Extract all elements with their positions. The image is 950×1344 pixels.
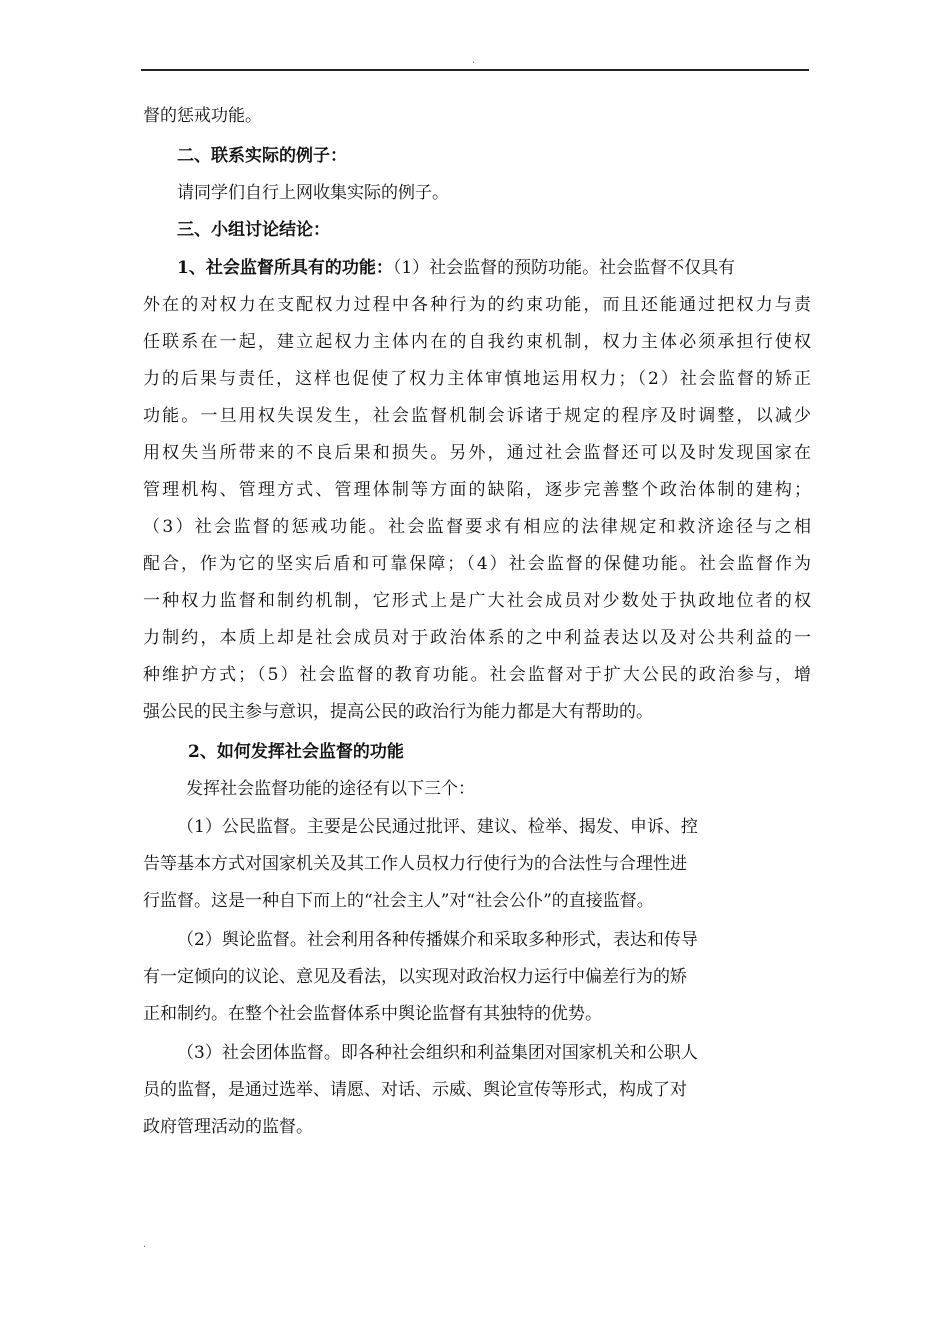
section-heading: 三、小组讨论结论： bbox=[177, 220, 330, 240]
footer-dot: . bbox=[143, 1239, 147, 1250]
text-line: 管理机构、管理方式、管理体制等方面的缺陷，逐步完善整个政治体制的建构； bbox=[143, 480, 811, 500]
text-line: 一种权力监督和制约机制，它形式上是广大社会成员对少数处于执政地位者的权 bbox=[143, 591, 811, 611]
header-rule bbox=[141, 69, 809, 71]
text-line: 力制约，本质上却是社会成员对于政治体系的之中利益表达以及对公共利益的一 bbox=[143, 628, 811, 648]
text-line: 行监督。这是一种自下而上的“社会主人”对“社会公仆”的直接监督。 bbox=[143, 891, 654, 911]
text-line: 告等基本方式对国家机关及其工作人员权力行使行为的合法性与合理性进 bbox=[143, 854, 687, 874]
subsection-heading: 2、如何发挥社会监督的功能 bbox=[188, 742, 404, 762]
text-line: （3）社会监督的惩戒功能。社会监督要求有相应的法律规定和救济途径与之相 bbox=[143, 517, 811, 537]
text-line: 配合，作为它的坚实后盾和可靠保障；（4）社会监督的保健功能。社会监督作为 bbox=[143, 554, 811, 574]
text-line: 任联系在一起，建立起权力主体内在的自我约束机制，权力主体必须承担行使权 bbox=[143, 332, 811, 352]
text-line: 强公民的民主参与意识，提高公民的政治行为能力都是大有帮助的。 bbox=[143, 702, 653, 722]
header-dot: . bbox=[472, 55, 476, 66]
text-line: 用权失当所带来的不良后果和损失。另外，通过社会监督还可以及时发现国家在 bbox=[143, 443, 811, 463]
text-line: 外在的对权力在支配权力过程中各种行为的约束功能，而且还能通过把权力与责 bbox=[143, 295, 811, 315]
text-line: 督的惩戒功能。 bbox=[143, 106, 262, 126]
text-line: 正和制约。在整个社会监督体系中舆论监督有其独特的优势。 bbox=[143, 1004, 602, 1024]
text-line: 种维护方式；（5）社会监督的教育功能。社会监督对于扩大公民的政治参与，增 bbox=[143, 665, 811, 685]
text-line: （2）舆论监督。社会利用各种传播媒介和采取多种形式，表达和传导 bbox=[177, 930, 698, 950]
text-line: （1）公民监督。主要是公民通过批评、建议、检举、揭发、申诉、控 bbox=[177, 817, 698, 837]
text-line: 力的后果与责任，这样也促使了权力主体审慎地运用权力；（2）社会监督的矫正 bbox=[143, 369, 811, 389]
section-heading: 二、联系实际的例子： bbox=[177, 146, 347, 166]
text-line: 功能。一旦用权失误发生，社会监督机制会诉诸于规定的程序及时调整，以减少 bbox=[143, 406, 811, 426]
text-line: 请同学们自行上网收集实际的例子。 bbox=[177, 183, 449, 203]
text-line: 员的监督，是通过选举、请愿、对话、示威、舆论宣传等形式，构成了对 bbox=[143, 1080, 687, 1100]
text-line bbox=[177, 256, 735, 280]
text-line: 发挥社会监督功能的途径有以下三个： bbox=[186, 779, 475, 799]
text-line: 有一定倾向的议论、意见及看法，以实现对政治权力运行中偏差行为的矫 bbox=[143, 967, 687, 987]
subsection-label: 1、社会监督所具有的功能： bbox=[177, 258, 393, 278]
subsection-text: （1）社会监督的预防功能。社会监督不仅具有 bbox=[392, 258, 736, 278]
text-line: 政府管理活动的监督。 bbox=[143, 1117, 313, 1137]
text-line: （3）社会团体监督。即各种社会组织和利益集团对国家机关和公职人 bbox=[177, 1043, 698, 1063]
